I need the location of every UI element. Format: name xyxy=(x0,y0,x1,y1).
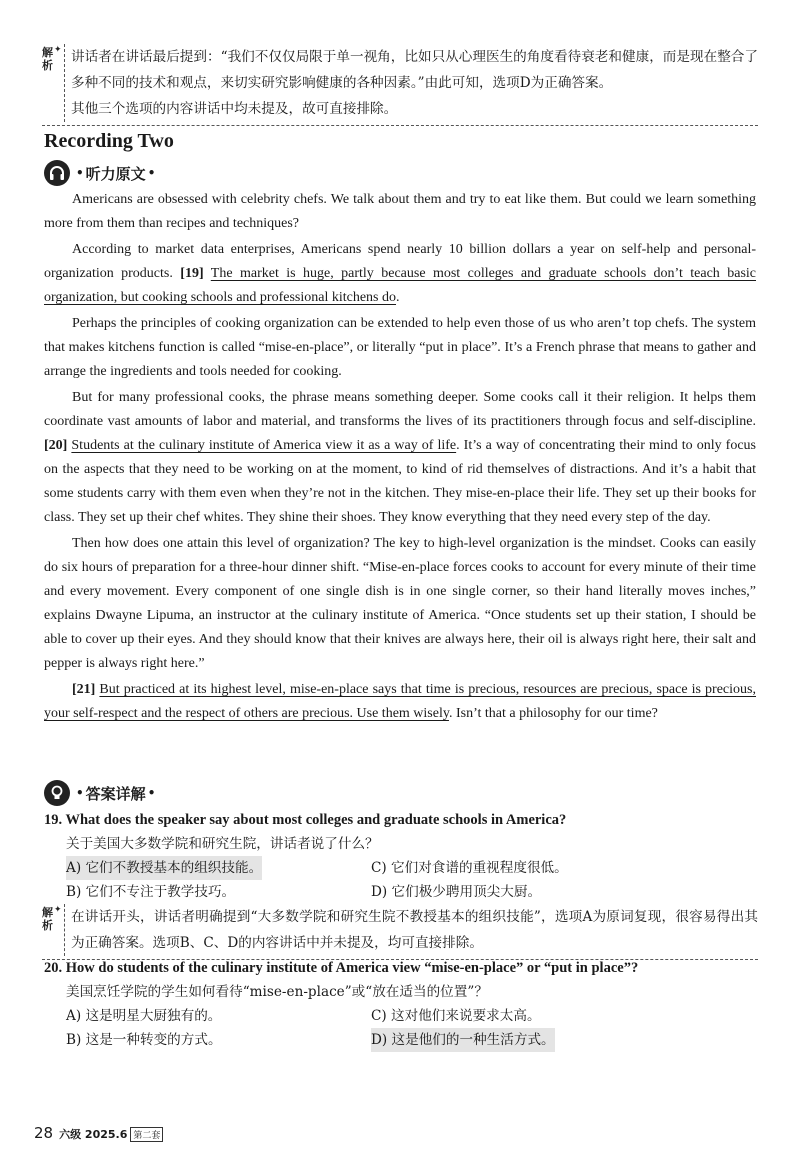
option-c: C) 它们对食谱的重视程度很低。 xyxy=(371,860,568,876)
underlined-answer: But practiced at its highest level, mise-en-place says that time is precious, resources are precious, space is precious, your self-respect and the respect of others are precious. Use them wisely xyxy=(44,682,756,721)
analysis-text xyxy=(64,904,758,956)
transcript xyxy=(44,188,756,728)
question-marker: [20] xyxy=(44,438,68,453)
star-icon: ✦ xyxy=(54,45,62,55)
question-marker: [21] xyxy=(72,682,96,697)
options xyxy=(44,856,756,904)
question-title: 20. How do students of the culinary institute of America view “mise-en-place” or “put in place”? xyxy=(44,960,639,976)
option-d: D) 这是他们的一种生活方式。 xyxy=(371,1028,555,1052)
analysis-label: 解析 ✦ xyxy=(42,905,62,932)
option-a: A) 它们不教授基本的组织技能。 xyxy=(66,856,262,880)
option-b: B) 这是一种转变的方式。 xyxy=(66,1032,222,1048)
transcript-heading: • 听力原文 • xyxy=(44,160,157,186)
transcript-paragraph: Americans are obsessed with celebrity chefs. We talk about them and try to eat like them. But could we learn something more from them than recipes and techniques? xyxy=(44,192,756,231)
publication-label: 六级 2025.6 xyxy=(59,1128,128,1141)
question-translation: 美国烹饪学院的学生如何看待“mise-en-place”或“放在适当的位置”？ xyxy=(66,984,488,1000)
analysis-label: 解析 ✦ xyxy=(42,45,62,72)
option-b: B) 它们不专注于教学技巧。 xyxy=(66,884,236,900)
analysis-block-19 xyxy=(42,904,758,960)
answers-heading: • 答案详解 • xyxy=(44,780,157,806)
question-19 xyxy=(44,808,756,904)
transcript-paragraph: [21] But practiced at its highest level, mise-en-place says that time is precious, resources are precious, space is precious, your self-respect and the respect of others are precious. Use them wisely. Isn’t that a philosophy for our time? xyxy=(44,682,756,721)
question-translation: 关于美国大多数学院和研究生院，讲话者说了什么？ xyxy=(66,836,379,852)
page-footer xyxy=(34,1124,163,1142)
option-a: A) 这是明星大厨独有的。 xyxy=(66,1008,222,1024)
transcript-paragraph: But for many professional cooks, the phrase means something deeper. Some cooks call it their religion. It helps them coordinate vast amounts of labor and material, and transforms the lives of its practitioners through focus and self-discipline. [20] Students at the culinary institute of America view it as a way of life. It’s a way of concentrating their mind to only focus on the aspects that they need to be working on at the moment, to kind of rid themselves of distractions. And it’s a habit that some students carry with them even when they’re not in the kitchen. They mise-en-place their life. They set up their books for class. They set up their chef whites. They shine their shoes. They know everything that they need every step of the day. xyxy=(44,390,756,525)
page-number: 28 xyxy=(34,1124,54,1142)
question-20 xyxy=(44,956,756,1052)
star-icon: ✦ xyxy=(54,905,62,915)
analysis-paragraph: 其他三个选项的内容讲话中均未提及，故可直接排除。 xyxy=(71,101,398,117)
question-marker: [19] xyxy=(180,266,204,281)
headphones-icon xyxy=(44,160,70,186)
analysis-paragraph: 讲话者在讲话最后提到：“我们不仅仅局限于单一视角，比如只从心理医生的角度看待衰老和健康，而是现在整合了多种不同的技术和观点，来切实研究影响健康的各种因素。”由此可知，选项D为正确答案。 xyxy=(71,49,758,91)
analysis-block-prev xyxy=(42,44,758,126)
transcript-paragraph: According to market data enterprises, Americans spend nearly 10 billion dollars a year on self-help and personal-organization products. [19] The market is huge, partly because most colleges and graduate schools don’t teach basic organization, but cooking schools and professional kitchens do. xyxy=(44,242,756,305)
option-c: C) 这对他们来说要求太高。 xyxy=(371,1008,541,1024)
lightbulb-icon xyxy=(44,780,70,806)
analysis-text xyxy=(64,44,758,122)
issue-badge: 第二套 xyxy=(130,1127,163,1142)
underlined-answer: The market is huge, partly because most colleges and graduate schools don’t teach basic organization, but cooking schools and professional kitchens do xyxy=(44,266,756,305)
analysis-paragraph: 在讲话开头，讲话者明确提到“大多数学院和研究生院不教授基本的组织技能”，选项A为原词复现，很容易得出其为正确答案。选项B、C、D的内容讲话中并未提及，均可直接排除。 xyxy=(71,909,758,951)
recording-title: Recording Two xyxy=(44,130,174,152)
options xyxy=(44,1004,756,1052)
underlined-answer: Students at the culinary institute of America view it as a way of life xyxy=(71,438,457,453)
transcript-paragraph: Perhaps the principles of cooking organization can be extended to help even those of us who aren’t top chefs. The system that makes kitchens function is called “mise-en-place”, or literally “put in place”. It’s a French phrase that means to gather and arrange the ingredients and tools needed for cooking. xyxy=(44,316,756,379)
question-title: 19. What does the speaker say about most colleges and graduate schools in America? xyxy=(44,812,567,828)
option-d: D) 它们极少聘用顶尖大厨。 xyxy=(371,884,542,900)
transcript-paragraph: Then how does one attain this level of organization? The key to high-level organization is the mindset. Cooks can easily do six hours of preparation for a three-hour dinner shift. “Mise-en-place forces cooks to account for every minute of their time and every movement. Every component of one single dish is in one single corner, so their hand literally moves inches,” explains Dwayne Lipuma, an instructor at the culinary institute of America. “Once students set up their station, I should be able to cover up their eyes. And they should know that their knives are always here, their oil is always right here, their salt and pepper is always right here.” xyxy=(44,536,756,671)
